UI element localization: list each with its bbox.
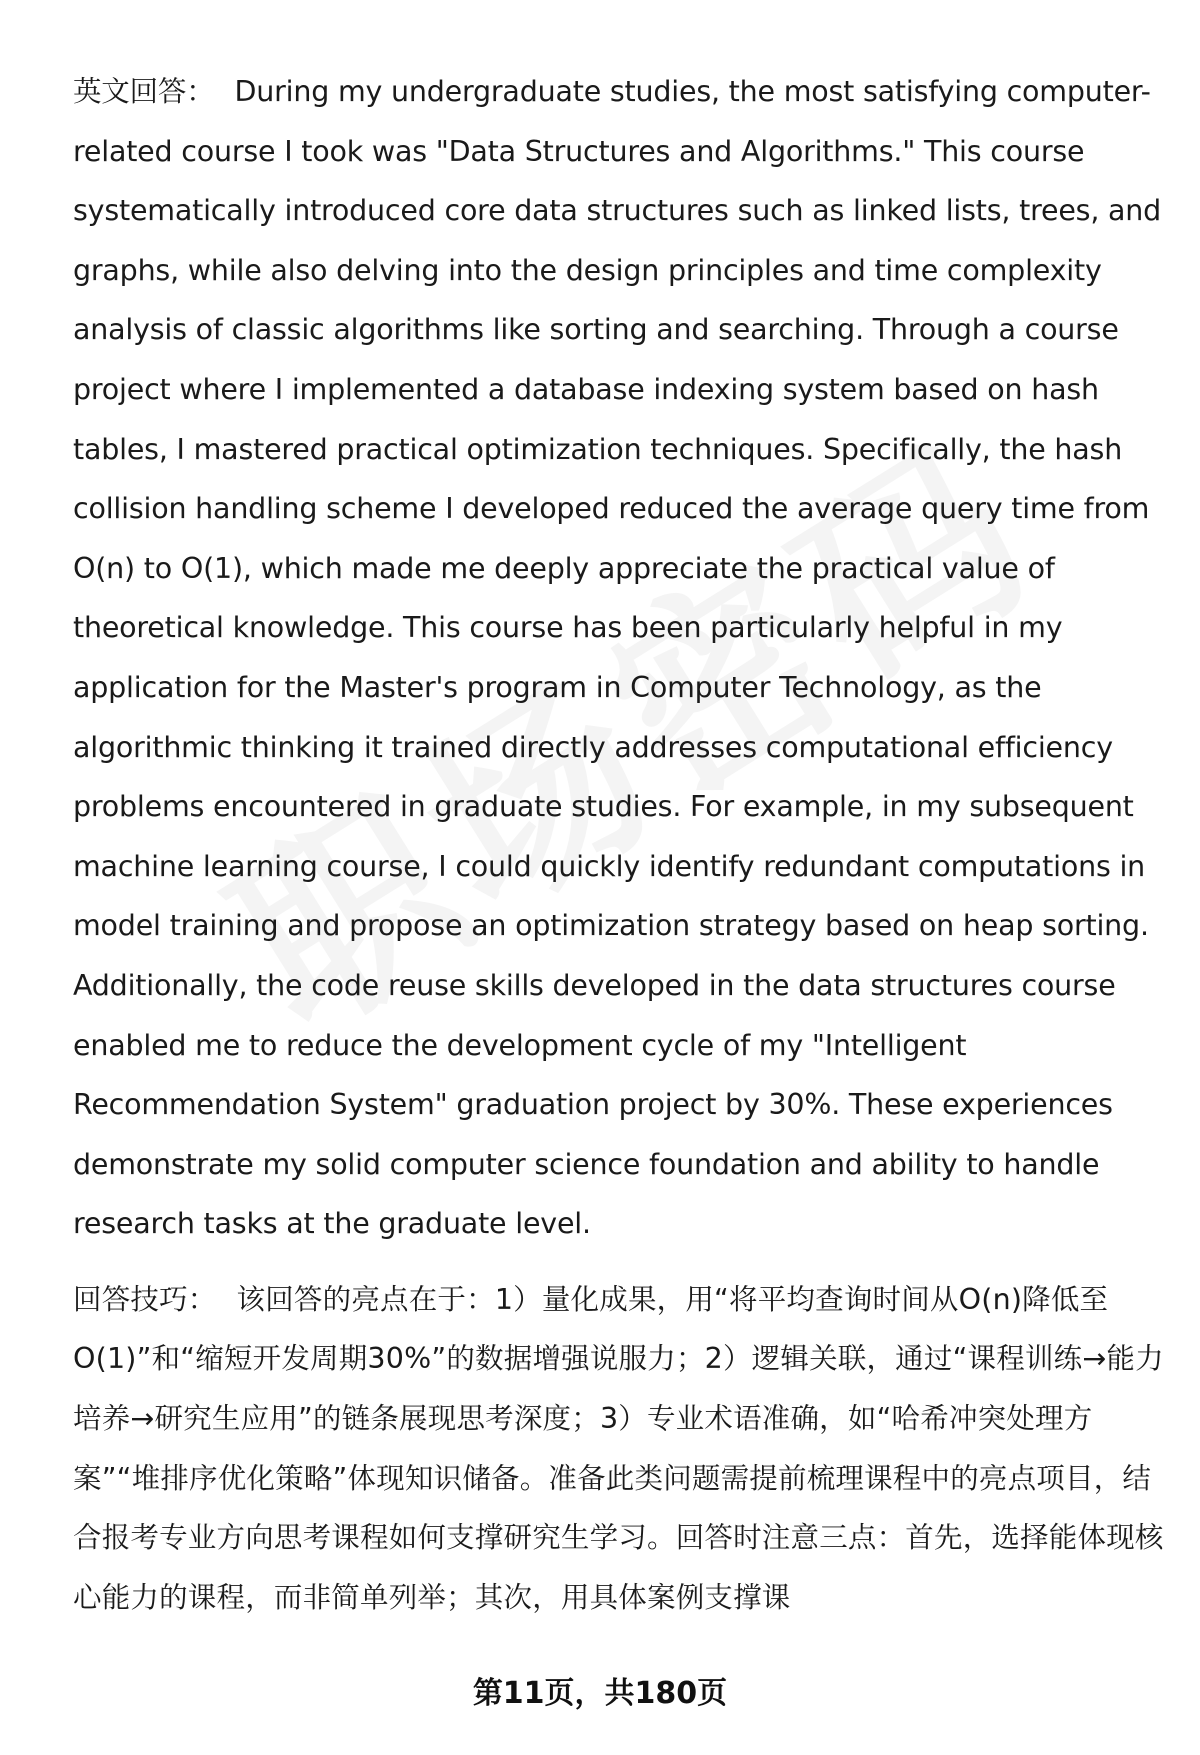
- answer-tips-paragraph: [73, 1270, 1165, 1628]
- page-content: [73, 62, 1165, 1627]
- page-footer: [0, 1668, 1200, 1712]
- answer-tips-text: 该回答的亮点在于：1）量化成果，用“将平均查询时间从O(n)降低至O(1)”和“缩短开发周期30%”的数据增强说服力；2）逻辑关联，通过“课程训练→能力培养→研究生应用”的链条展现思考深度；3）专业术语准确，如“哈希冲突处理方案”“堆排序优化策略”体现知识储备。准备此类问题需提前梳理课程中的亮点项目，结合报考专业方向思考课程如何支撑研究生学习。回答时注意三点：首先，选择能体现核心能力的课程，而非简单列举；其次，用具体案例支撑课: [73, 1282, 1164, 1614]
- answer-tips-label: 回答技巧：: [73, 1282, 217, 1316]
- english-answer-label: 英文回答：: [73, 75, 215, 108]
- english-answer-paragraph: [73, 62, 1165, 1254]
- page-number: 第11页，共180页: [472, 1676, 728, 1711]
- english-answer-text: During my undergraduate studies, the most satisfying computer-related course I took was "Data Structures and Algorithms." This course systematically introduced core data structures such as linked lists, trees, and graphs, while also delving into the design principles and time complexity analysis of classic algorithms like sorting and searching. Through a course project where I implemented a database indexing system based on hash tables, I mastered practical optimization techniques. Specifically, the hash collision handling scheme I developed reduced the average query time from O(n) to O(1), which made me deeply appreciate the practical value of theoretical knowledge. This course has been particularly helpful in my application for the Master's program in Computer Technology, as the algorithmic thinking it trained directly addresses computational efficiency problems encountered in graduate studies. For example, in my subsequent machine learning course, I could quickly identify redundant computations in model training and propose an optimization strategy based on heap sorting. Additionally, the code reuse skills developed in the data structures course enabled me to reduce the development cycle of my "Intelligent Recommendation System" graduation project by 30%. These experiences demonstrate my solid computer science foundation and ability to handle research tasks at the graduate level.: [73, 75, 1162, 1241]
